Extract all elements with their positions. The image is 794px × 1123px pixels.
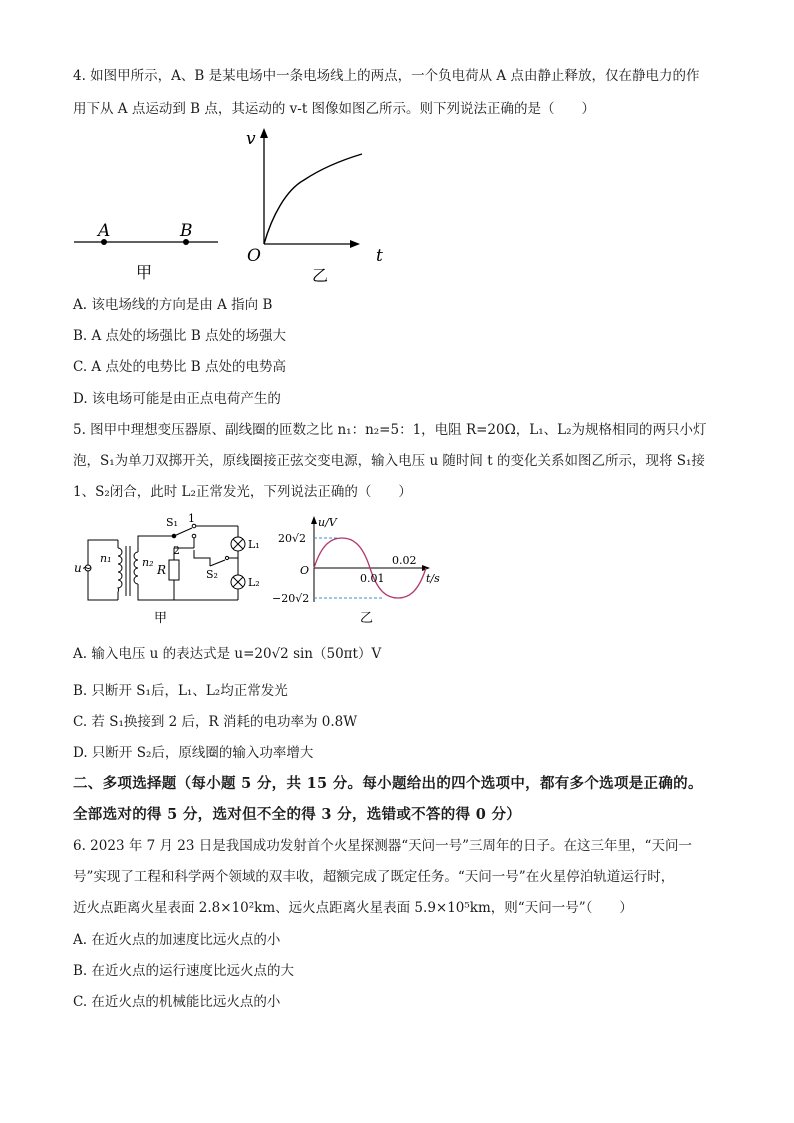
q4-stem-line1: 4. 如图甲所示，A、B 是某电场中一条电场线上的两点，一个负电荷从 A 点由静止释放，仅在静电力的作	[73, 68, 700, 84]
positive-peak-label: 20√2	[278, 532, 307, 545]
s1-label: S₁	[166, 516, 178, 529]
q5-stem-line1: 5. 图甲中理想变压器原、副线圈的匝数之比 n₁：n₂=5：1，电阻 R=20Ω，L₁、L₂为规格相同的两只小灯	[73, 422, 707, 438]
q5-stem-line2: 泡，S₁为单刀双掷开关，原线圈接正弦交变电源，输入电压 u 随时间 t 的变化关系如图乙所示，现将 S₁接	[73, 453, 705, 469]
q6-stem-line2: 号”实现了工程和科学两个领域的双丰收，超额完成了既定任务。“天问一号”在火星停泊轨道运行时，	[73, 869, 675, 885]
origin-label: O	[247, 246, 261, 266]
resistor-r-label: R	[157, 563, 167, 577]
point-b-label: B	[180, 221, 193, 241]
source-u-label: u~	[74, 561, 92, 575]
field-line-diagram	[74, 221, 218, 282]
q6-option-c: C. 在近火点的机械能比远火点的小	[73, 994, 281, 1010]
l2-label: L₂	[248, 576, 260, 589]
q6-stem-line3: 近火点距离火星表面 2.8×10²km、远火点距离火星表面 5.9×10⁵km，则“天问一号”（ ）	[73, 900, 633, 916]
caption-jia: 甲	[136, 263, 153, 282]
q5-option-a: A. 输入电压 u 的表达式是 u=20√2 sin（50πt）V	[73, 646, 382, 662]
sine-graph	[272, 516, 440, 626]
s2-label: S₂	[206, 568, 218, 581]
q5-stem-line3: 1、S₂闭合，此时 L₂正常发光，下列说法正确的（ ）	[73, 484, 412, 500]
point-a-label: A	[98, 221, 111, 241]
q4-option-a: A. 该电场线的方向是由 A 指向 B	[73, 297, 273, 313]
tick-0-02: 0.02	[392, 554, 417, 567]
vt-curve	[264, 154, 362, 244]
q5-option-b: B. 只断开 S₁后，L₁、L₂均正常发光	[73, 683, 288, 699]
n1-label: n₁	[100, 552, 112, 565]
caption-yi: 乙	[360, 611, 374, 626]
q5-option-c: C. 若 S₁换接到 2 后，R 消耗的电功率为 0.8W	[73, 714, 358, 730]
negative-peak-label: −20√2	[272, 592, 310, 605]
q5-option-d: D. 只断开 S₂后，原线圈的输入功率增大	[73, 745, 314, 761]
resistor-r	[169, 560, 179, 580]
vt-graph	[246, 128, 383, 285]
tick-0-01: 0.01	[360, 572, 385, 585]
q6-stem-line1: 6. 2023 年 7 月 23 日是我国成功发射首个火星探测器“天问一号”三周年的日子。在这三年里，“天问一	[73, 838, 692, 854]
q4-option-d: D. 该电场可能是由正点电荷产生的	[73, 391, 281, 407]
q6-option-a: A. 在近火点的加速度比远火点的小	[73, 932, 281, 948]
n2-label: n₂	[142, 556, 154, 569]
u-axis-label: u/V	[318, 516, 337, 529]
position-2-label: 2	[173, 544, 180, 557]
l1-label: L₁	[248, 538, 260, 551]
q4-figure	[70, 124, 390, 289]
q4-option-b: B. A 点处的场强比 B 点处的场强大	[73, 328, 287, 344]
q6-option-b: B. 在近火点的运行速度比远火点的大	[73, 963, 295, 979]
position-1-label: 1	[188, 512, 195, 525]
t-axis-label: t/s	[426, 572, 440, 585]
section2-heading-line1: 二、多项选择题（每小题 5 分，共 15 分。每小题给出的四个选项中，都有多个选项是正确的。	[73, 775, 703, 792]
q4-option-c: C. A 点处的电势比 B 点处的电势高	[73, 359, 286, 375]
origin-label: O	[300, 564, 310, 577]
q4-stem-line2: 用下从 A 点运动到 B 点，其运动的 v-t 图像如图乙所示。则下列说法正确的是（ ）	[73, 101, 596, 117]
t-axis-label: t	[376, 246, 383, 266]
caption-jia: 甲	[154, 611, 168, 626]
caption-yi: 乙	[312, 266, 329, 285]
v-axis-label: v	[246, 129, 256, 149]
q5-figure	[70, 510, 460, 635]
section2-heading-line2: 全部选对的得 5 分，选对但不全的得 3 分，选错或不答的得 0 分）	[73, 806, 522, 823]
